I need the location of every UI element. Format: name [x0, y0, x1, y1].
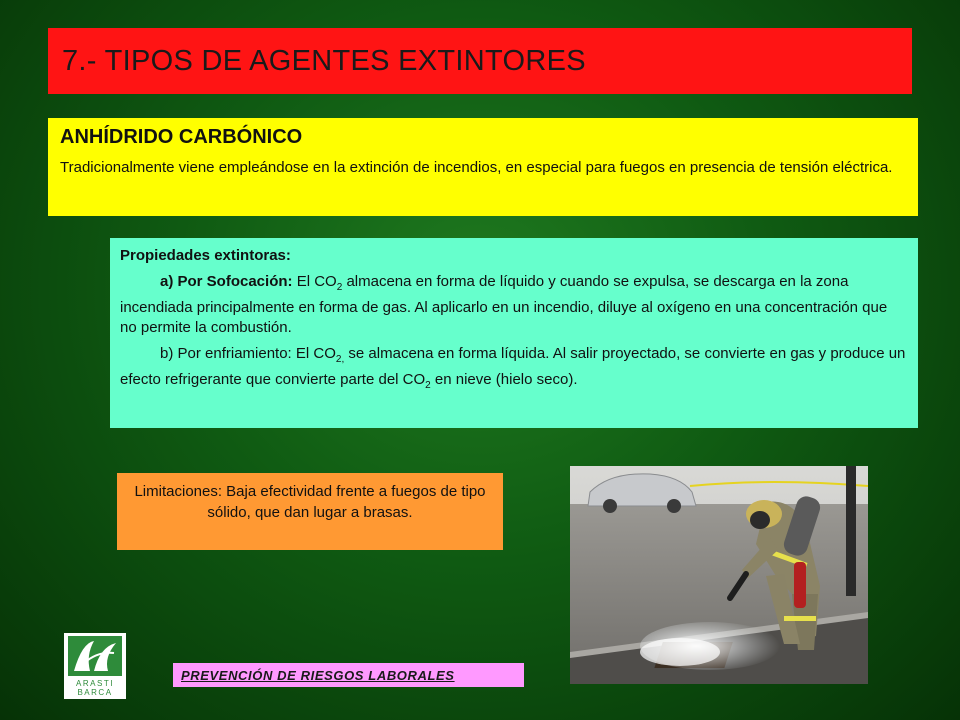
logo-emblem-icon — [64, 633, 126, 699]
property-smothering-label: a) Por Sofocación: — [160, 273, 293, 290]
property-cooling — [120, 344, 908, 396]
property-smothering — [120, 272, 908, 338]
agent-description: Tradicionalmente viene empleándose en la extinción de incendios, en especial para fuegos en presencia de tensión eléctrica. — [60, 159, 893, 176]
firefighter-photo — [570, 466, 868, 684]
logo-wordmark-bottom: BARCA — [77, 688, 113, 697]
limitations-text: Limitaciones: Baja efectividad frente a fuegos de tipo sólido, que dan lugar a brasas. — [134, 483, 486, 521]
property-smothering-text-pre: El CO — [292, 273, 337, 290]
co2-subscript: 2, — [335, 354, 345, 365]
property-cooling-text-mid: se almacena en forma líquida. Al salir proyectado, se convierte en gas y produce un efecto refrigerante que convierte parte del CO — [120, 345, 906, 388]
properties-heading: Propiedades extintoras: — [120, 247, 291, 264]
footer-text: PREVENCIÓN DE RIESGOS LABORALES — [181, 667, 455, 683]
co2-subscript: 2 — [425, 380, 431, 391]
limitations-box — [117, 473, 503, 550]
arasti-barca-logo — [64, 633, 126, 699]
property-cooling-text-post: en nieve (hielo seco). — [430, 371, 578, 388]
page-title: 7.- TIPOS DE AGENTES EXTINTORES — [62, 44, 586, 77]
firefighter-illustration — [570, 466, 868, 684]
agent-intro-box — [48, 118, 918, 216]
properties-box — [110, 238, 918, 428]
property-smothering-text-post: almacena en forma de líquido y cuando se expulsa, se descarga en la zona incendiada principalmente en forma de gas. Al aplicarlo en un incendio, diluye al oxígeno en una concentración que no permite la combustión. — [120, 273, 888, 336]
property-cooling-text-pre: b) Por enfriamiento: El CO — [160, 345, 336, 362]
footer-banner — [173, 663, 524, 687]
logo-wordmark-top: ARASTI — [76, 679, 114, 688]
co2-subscript: 2 — [336, 282, 343, 293]
title-banner — [48, 28, 912, 94]
agent-heading: ANHÍDRIDO CARBÓNICO — [60, 126, 303, 148]
